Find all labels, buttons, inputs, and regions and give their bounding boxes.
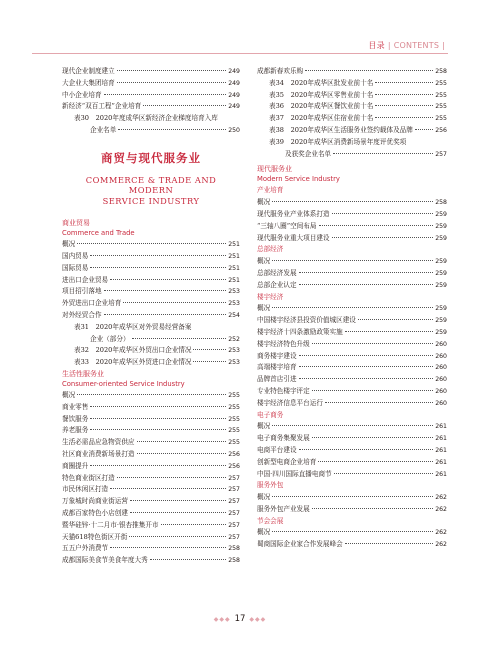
toc-entry[interactable] (257, 125, 447, 137)
section-heading-en: Modern Service Industry (257, 175, 340, 184)
toc-entry-text: 成都国际美食节美食年度大秀 (62, 556, 148, 565)
chapter-title-en-line2: SERVICE INDUSTRY (102, 195, 200, 206)
toc-entry-text: 成都新春欢乐购 (257, 67, 304, 75)
subsection-heading: 节会会展 (257, 516, 284, 525)
toc-entry-page: 253 (228, 288, 240, 296)
dot-leader (117, 82, 226, 83)
toc-entry-text: 商务楼宇建设 (257, 351, 297, 360)
dot-leader (272, 425, 433, 426)
toc-entry-table39-cont[interactable] (257, 149, 447, 161)
toc-entry-page: 259 (435, 234, 447, 242)
commerce-section (62, 218, 240, 369)
left-top-list (62, 66, 240, 113)
toc-entry[interactable] (62, 275, 240, 287)
dot-leader (305, 70, 433, 71)
toc-entry-page: 258 (228, 557, 240, 565)
toc-entry[interactable] (257, 351, 447, 363)
toc-entry[interactable] (62, 310, 240, 322)
toc-entry-page: 256 (435, 126, 447, 134)
dot-leader (129, 536, 226, 537)
toc-entry[interactable] (62, 543, 240, 555)
toc-entry-text: 电子商务集聚发展 (257, 434, 310, 443)
dot-leader (161, 524, 227, 525)
toc-entry-page: 253 (228, 347, 240, 355)
toc-entry-text: 现代企业制度建立 (62, 67, 115, 75)
dot-leader (375, 94, 433, 95)
dot-leader (272, 201, 433, 202)
consumer-section (62, 369, 240, 567)
toc-entry-page: 257 (228, 486, 240, 494)
toc-entry-page: 251 (228, 276, 240, 284)
toc-entry-text: 万象城时尚商业街运营 (62, 497, 128, 506)
dot-leader (90, 267, 226, 268)
header-separator: | (387, 41, 391, 50)
toc-entry-page: 261 (435, 470, 447, 478)
toc-entry[interactable] (62, 449, 240, 461)
toc-entry[interactable] (257, 303, 447, 315)
toc-entry[interactable] (257, 78, 447, 90)
toc-entry[interactable] (62, 298, 240, 310)
dot-leader (193, 361, 226, 362)
toc-entry-text: 表33 2020年成华区外贸进口企业情况 (74, 358, 192, 367)
toc-entry-page: 255 (435, 103, 447, 111)
dot-leader (358, 319, 433, 320)
toc-entry[interactable] (257, 221, 447, 233)
dot-leader (130, 500, 226, 501)
toc-entry[interactable] (257, 398, 447, 410)
toc-entry-page: 255 (435, 115, 447, 123)
toc-entry-page: 259 (435, 281, 447, 289)
toc-entry-page: 259 (435, 305, 447, 313)
modern-section (257, 164, 447, 551)
subsection-heading: 电子商务 (257, 410, 284, 419)
header-title-cn: 目录 (368, 41, 385, 50)
toc-entry-text: 餐饮服务 (62, 414, 89, 423)
right-table-list (257, 78, 447, 137)
dot-leader (130, 512, 226, 513)
toc-entry-text: 概况 (257, 493, 271, 502)
toc-entry[interactable] (257, 457, 447, 469)
right-column (257, 66, 447, 551)
toc-entry-page: 251 (228, 264, 240, 272)
toc-entry-table31-cont[interactable] (62, 334, 240, 346)
toc-entry-text: 国内贸易 (62, 252, 89, 261)
toc-entry[interactable] (257, 113, 447, 125)
toc-entry[interactable] (62, 473, 240, 485)
toc-entry[interactable] (62, 357, 240, 369)
toc-entry-text: 表36 2020年成华区餐饮业前十名 (269, 102, 374, 111)
toc-entry-page: 261 (435, 446, 447, 454)
toc-entry[interactable] (62, 484, 240, 496)
dot-leader (272, 260, 433, 261)
dot-leader (272, 496, 433, 497)
toc-entry[interactable] (257, 339, 447, 351)
section-heading-en: Consumer-oriented Service Industry (62, 380, 185, 389)
toc-entry-page: 250 (228, 126, 240, 134)
dot-leader (299, 366, 434, 367)
toc-entry-page: 262 (435, 529, 447, 537)
commerce-table-list (62, 345, 240, 369)
toc-entry[interactable] (62, 239, 240, 251)
toc-entry-text: 特色商业街区打造 (62, 473, 115, 482)
toc-entry-text: 蜀商国际企业家合作发展峰会 (257, 540, 343, 549)
dot-leader (117, 70, 226, 71)
toc-entry[interactable] (257, 280, 447, 292)
section-heading-cn: 生活性服务业 (62, 370, 104, 379)
toc-entry-text: 概况 (257, 198, 271, 207)
toc-entry-page: 258 (228, 545, 240, 553)
toc-entry-page: 259 (435, 258, 447, 266)
toc-entry[interactable] (62, 66, 240, 78)
toc-entry-text: 表34 2020年成华区批发业前十名 (269, 78, 374, 87)
toc-entry[interactable] (62, 263, 240, 275)
toc-entry-page: 260 (435, 340, 447, 348)
toc-entry-page: 261 (435, 435, 447, 443)
toc-entry-page: 260 (435, 376, 447, 384)
toc-entry[interactable] (257, 386, 447, 398)
toc-entry-page: 255 (435, 91, 447, 99)
toc-entry-text: 表37 2020年成华区住宿业前十名 (269, 114, 374, 123)
chapter-title-en-line1: COMMERCE & TRADE AND MODERN (85, 174, 217, 196)
toc-entry-text: 楼宇经济信息平台运行 (257, 398, 323, 407)
toc-entry-table30[interactable] (62, 113, 240, 125)
dot-leader (325, 402, 433, 403)
toc-entry[interactable] (257, 66, 447, 78)
subsection-heading: 服务外包 (257, 481, 284, 490)
dot-leader (77, 394, 226, 395)
toc-entry-page: 255 (228, 415, 240, 423)
toc-entry[interactable] (257, 197, 447, 209)
dot-leader (193, 349, 226, 350)
dot-leader (90, 429, 226, 430)
dot-leader (150, 559, 226, 560)
toc-entry-text: 养老服务 (62, 426, 89, 435)
toc-entry-text: 高端楼宇培育 (257, 363, 297, 372)
toc-entry-text: 表31 2020年成华区对外贸易经营备案 (74, 322, 192, 331)
dot-leader (299, 378, 434, 379)
header-title-en: CONTENTS (393, 41, 440, 50)
dot-leader (299, 355, 434, 356)
section-heading-cn: 现代服务业 (257, 165, 292, 174)
toc-entry-page: 249 (228, 103, 240, 111)
toc-entry-text: 市民休闲区打造 (62, 485, 109, 494)
toc-entry-text: 电商平台建设 (257, 445, 297, 454)
dot-leader (345, 331, 433, 332)
toc-entry[interactable] (257, 268, 447, 280)
toc-entry-page: 252 (228, 335, 240, 343)
dot-leader (110, 488, 226, 489)
toc-entry-page: 259 (435, 328, 447, 336)
toc-entry-page: 259 (435, 317, 447, 325)
toc-entry[interactable] (62, 390, 240, 402)
toc-entry[interactable] (257, 90, 447, 102)
toc-entry-page: 257 (228, 521, 240, 529)
toc-entry-text: 大企业大集团培育 (62, 78, 115, 87)
dot-leader (375, 105, 433, 106)
toc-entry-page: 262 (435, 541, 447, 549)
toc-entry-text: 表30 2020年度成华区新经济企业梯度培育入库 (74, 114, 218, 123)
dot-leader (110, 279, 226, 280)
toc-entry-text: 表35 2020年成华区零售业前十名 (269, 90, 374, 99)
toc-entry-text: 国际贸易 (62, 263, 89, 272)
toc-entry-text: 天猫618特色街区开街 (62, 532, 128, 541)
toc-entry-page: 251 (228, 253, 240, 261)
toc-entry-page: 257 (435, 150, 447, 158)
dot-leader (299, 449, 434, 450)
toc-entry-text: 新经济“双百工程”企业培育 (62, 102, 142, 111)
toc-entry-text: 总部经济发展 (257, 268, 297, 277)
toc-entry-page: 257 (228, 498, 240, 506)
toc-entry-text: 概况 (62, 240, 76, 249)
toc-entry-text: 对外经贸合作 (62, 311, 102, 320)
page-footer (0, 614, 480, 624)
toc-entry-page: 255 (435, 79, 447, 87)
dot-leader (272, 307, 433, 308)
dot-leader (375, 82, 433, 83)
dot-leader (110, 547, 226, 548)
toc-entry[interactable] (62, 101, 240, 113)
toc-entry-page: 249 (228, 79, 240, 87)
toc-entry-text: 企业名单 (90, 125, 117, 134)
toc-entry[interactable] (62, 414, 240, 426)
toc-entry-page: 253 (228, 300, 240, 308)
toc-entry-page: 262 (435, 494, 447, 502)
toc-entry-page: 255 (228, 403, 240, 411)
toc-entry[interactable] (257, 445, 447, 457)
toc-entry-page: 259 (435, 210, 447, 218)
toc-entry-text: 品牌首店引进 (257, 375, 297, 384)
toc-entry-page: 255 (228, 427, 240, 435)
toc-entry-text: 现代服务业重大项目建设 (257, 233, 330, 242)
subsection-heading: 产业培育 (257, 186, 284, 195)
dot-leader (104, 94, 227, 95)
toc-entry[interactable] (257, 374, 447, 386)
toc-entry[interactable] (62, 78, 240, 90)
toc-entry[interactable] (257, 421, 447, 433)
dot-leader (272, 531, 433, 532)
toc-entry[interactable] (62, 402, 240, 414)
toc-entry-page: 255 (228, 392, 240, 400)
toc-entry[interactable] (62, 345, 240, 357)
toc-entry-text: 专业特色楼宇评定 (257, 386, 310, 395)
dot-leader (104, 314, 227, 315)
toc-entry-page: 261 (435, 458, 447, 466)
toc-entry-text: 暨华硅锌·十二月市·银杏推集开市 (62, 520, 159, 529)
toc-entry[interactable] (62, 461, 240, 473)
subsection-heading: 楼宇经济 (257, 292, 284, 301)
toc-entry-text: “三轴八圈”空间布局 (257, 221, 317, 230)
dot-leader (77, 243, 226, 244)
toc-entry-text: 总部企业认定 (257, 280, 297, 289)
dot-leader (312, 343, 433, 344)
toc-entry[interactable] (62, 520, 240, 532)
dot-leader (90, 465, 226, 466)
toc-entry-page: 254 (228, 312, 240, 320)
toc-entry-text: 概况 (257, 257, 271, 266)
dot-leader (334, 473, 434, 474)
dot-leader (118, 129, 226, 130)
toc-entry-text: 概况 (257, 304, 271, 313)
toc-entry-text: 中国楼宇经济县投资价值城区建设 (257, 316, 356, 325)
toc-entry-text: 楼宇经济十四条激励政策实施 (257, 327, 343, 336)
toc-entry[interactable] (62, 532, 240, 544)
toc-entry[interactable] (62, 437, 240, 449)
toc-entry-text: 商圈提升 (62, 461, 89, 470)
dot-leader (299, 284, 434, 285)
toc-entry-text: 五五户外消费节 (62, 544, 109, 553)
dot-leader (332, 237, 434, 238)
dot-leader (332, 213, 434, 214)
dot-leader (345, 543, 433, 544)
footer-ornament-left: ◆◆◆ (213, 616, 231, 623)
toc-entry[interactable] (257, 327, 447, 339)
dot-leader (415, 129, 433, 130)
toc-entry-text: 服务外包产业发展 (257, 504, 310, 513)
toc-entry-page: 259 (435, 269, 447, 277)
dot-leader (312, 508, 433, 509)
toc-entry-text: 及获奖企业名单 (285, 149, 332, 158)
dot-leader (123, 302, 226, 303)
dot-leader (312, 390, 433, 391)
dot-leader (318, 461, 433, 462)
commerce-list (62, 239, 240, 322)
toc-entry-text: 概况 (257, 528, 271, 537)
section-heading-en: Commerce and Trade (62, 229, 135, 238)
toc-entry-page: 257 (228, 474, 240, 482)
toc-entry-page: 258 (435, 68, 447, 75)
toc-entry-page: 257 (228, 533, 240, 541)
modern-group-list (257, 185, 447, 551)
toc-entry-page: 260 (435, 352, 447, 360)
toc-entry-page: 259 (435, 222, 447, 230)
toc-entry-page: 253 (228, 359, 240, 367)
toc-entry-text: 概况 (62, 391, 76, 400)
toc-entry-table39[interactable] (257, 137, 447, 149)
toc-entry[interactable] (62, 90, 240, 102)
toc-entry-text: 项目招引落地 (62, 287, 102, 296)
dot-leader (143, 105, 226, 106)
toc-entry-page: 249 (228, 91, 240, 99)
chapter-title-en (62, 175, 240, 207)
toc-entry-page: 260 (435, 364, 447, 372)
toc-entry[interactable] (257, 101, 447, 113)
toc-entry-page: 256 (228, 462, 240, 470)
dot-leader (137, 453, 227, 454)
toc-entry[interactable] (257, 433, 447, 445)
toc-entry-page: 260 (435, 387, 447, 395)
toc-entry-text: 企业（部分） (90, 334, 130, 343)
toc-entry[interactable] (62, 251, 240, 263)
toc-entry[interactable] (257, 504, 447, 516)
toc-entry-text: 表38 2020年成华区生活服务业签约载体及品牌 (269, 125, 413, 134)
toc-entry[interactable] (62, 286, 240, 298)
dot-leader (117, 477, 226, 478)
toc-entry-text: 商业零售 (62, 402, 89, 411)
toc-entry-text: 中小企业培育 (62, 90, 102, 99)
section-heading-cn: 商业贸易 (62, 219, 90, 228)
toc-entry-page: 249 (228, 68, 240, 75)
dot-leader (90, 255, 226, 256)
toc-entry-text: 社区商业消费新场景打造 (62, 450, 135, 459)
toc-entry[interactable] (62, 496, 240, 508)
toc-entry[interactable] (257, 527, 447, 539)
toc-entry[interactable] (257, 469, 447, 481)
toc-entry[interactable] (257, 362, 447, 374)
toc-entry-page: 262 (435, 505, 447, 513)
toc-entry[interactable] (257, 256, 447, 268)
chapter-title-cn: 商贸与现代服务业 (101, 150, 201, 165)
page-number: 17 (234, 614, 246, 624)
page-header (368, 40, 448, 51)
toc-entry[interactable] (257, 492, 447, 504)
toc-entry-text: 外贸进出口企业培育 (62, 299, 122, 308)
consumer-list (62, 390, 240, 567)
dot-leader (299, 272, 434, 273)
toc-entry-text: 现代服务业产业体系打造 (257, 209, 330, 218)
toc-entry-text: 表39 2020年成华区消费新场景年度评优奖项 (269, 137, 407, 146)
subsection-heading: 总部经济 (257, 245, 284, 254)
toc-entry-text: 表32 2020年成华区外贸出口企业情况 (74, 346, 192, 355)
toc-entry-page: 256 (228, 451, 240, 459)
toc-entry[interactable] (62, 425, 240, 437)
toc-entry-text: 概况 (257, 422, 271, 431)
toc-entry-text: 生活必需品应急物资供应 (62, 438, 135, 447)
toc-entry-text: 成都百家特色小店创建 (62, 509, 128, 518)
toc-entry-page: 257 (228, 510, 240, 518)
dot-leader (319, 225, 434, 226)
footer-ornament-right: ◆◆◆ (249, 616, 267, 623)
dot-leader (312, 437, 433, 438)
toc-entry-text: 中国·四川国际直播电商节 (257, 469, 332, 478)
toc-entry[interactable] (257, 539, 447, 551)
dot-leader (137, 441, 227, 442)
toc-entry[interactable] (257, 209, 447, 221)
dot-leader (333, 153, 433, 154)
toc-entry[interactable] (62, 555, 240, 567)
toc-entry-page: 251 (228, 241, 240, 249)
toc-entry-text: 楼宇经济特色升级 (257, 339, 310, 348)
toc-entry-page: 261 (435, 423, 447, 431)
toc-entry[interactable] (257, 315, 447, 327)
dot-leader (132, 338, 227, 339)
toc-entry-page: 260 (435, 399, 447, 407)
dot-leader (90, 406, 226, 407)
header-rule (32, 53, 448, 54)
dot-leader (90, 418, 226, 419)
toc-entry-table31[interactable] (62, 322, 240, 334)
toc-entry-text: 进出口企业贸易 (62, 275, 109, 284)
toc-entry-table30-cont[interactable] (62, 125, 240, 137)
toc-entry[interactable] (257, 233, 447, 245)
toc-entry-page: 258 (435, 199, 447, 207)
dot-leader (104, 290, 227, 291)
left-column (62, 66, 240, 567)
header-end-bar: | (442, 41, 445, 50)
toc-entry-text: 创新型电商企业培育 (257, 457, 317, 466)
dot-leader (375, 117, 433, 118)
toc-entry-page: 255 (228, 439, 240, 447)
toc-entry[interactable] (62, 508, 240, 520)
